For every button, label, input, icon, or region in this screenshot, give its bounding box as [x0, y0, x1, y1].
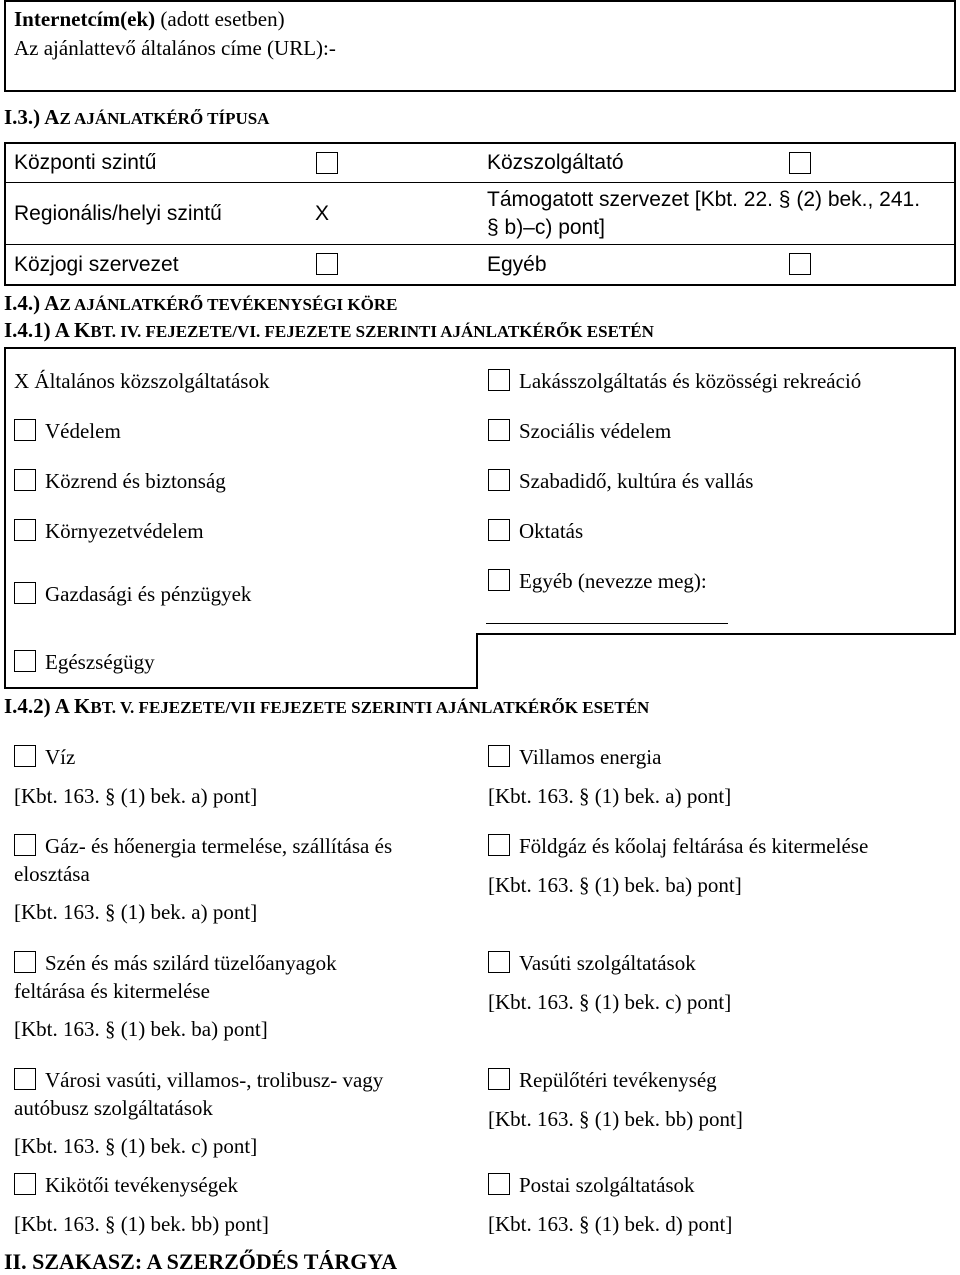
internet-address-label: [14, 7, 285, 32]
education-item[interactable]: [488, 519, 583, 544]
regional-level-label: Regionális/helyi szintű: [14, 202, 222, 225]
item-label: Víz: [45, 745, 76, 769]
item-label: Általános közszolgáltatások: [34, 369, 270, 393]
oil-gas-ref: [Kbt. 163. § (1) bek. ba) pont]: [488, 873, 742, 897]
checkbox[interactable]: [488, 569, 510, 591]
item-label: Kikötői tevékenységek: [45, 1173, 239, 1197]
checkbox[interactable]: [14, 1173, 36, 1195]
item-label: X: [14, 369, 30, 393]
postal-item[interactable]: [488, 1173, 695, 1198]
checkbox[interactable]: [488, 951, 510, 973]
item-label: Postai szolgáltatások: [519, 1173, 695, 1197]
economic-financial-item[interactable]: [14, 582, 251, 607]
coal-ref: [Kbt. 163. § (1) bek. ba) pont]: [14, 1017, 268, 1041]
checkbox[interactable]: [488, 369, 510, 391]
railway-item[interactable]: [488, 951, 696, 976]
section-i4-heading: [4, 291, 397, 316]
airport-item[interactable]: [488, 1068, 717, 1093]
oil-gas-item[interactable]: [488, 834, 868, 859]
checkbox[interactable]: [14, 745, 36, 767]
water-ref: [Kbt. 163. § (1) bek. a) pont]: [14, 784, 258, 808]
checkbox[interactable]: [488, 419, 510, 441]
checkbox[interactable]: [488, 519, 510, 541]
section-i41-heading: [4, 318, 654, 343]
item-label: Villamos energia: [519, 745, 662, 769]
postal-ref: [Kbt. 163. § (1) bek. d) pont]: [488, 1212, 733, 1236]
public-law-org-checkbox[interactable]: [316, 253, 338, 275]
port-item[interactable]: [14, 1173, 238, 1198]
section-i42-heading: [4, 694, 649, 719]
item-label: Egyéb (nevezze meg):: [519, 569, 707, 593]
item-label: I.4.1) A K: [4, 318, 91, 342]
section-ii-heading: II. SZAKASZ: A SZERZŐDÉS TÁRGYA: [4, 1249, 398, 1274]
item-label: Földgáz és kőolaj feltárása és kitermelése: [519, 834, 869, 858]
item-label: Repülőtéri tevékenység: [519, 1068, 717, 1092]
general-public-services-item[interactable]: [14, 369, 269, 394]
airport-ref: [Kbt. 163. § (1) bek. bb) pont]: [488, 1107, 743, 1131]
supported-org-label-1: Támogatott szervezet [Kbt. 22. § (2) bek., 241.: [487, 188, 921, 211]
checkbox[interactable]: [488, 745, 510, 767]
checkbox[interactable]: [14, 834, 36, 856]
gas-heat-item-line2: elosztása: [14, 862, 90, 886]
item-label: Z AJÁNLATKÉRŐ TEVÉKENYSÉGI KÖRE: [59, 295, 398, 314]
item-label: Szén és más szilárd tüzelőanyagok: [45, 951, 337, 975]
coal-item-line2: feltárása és kitermelése: [14, 979, 210, 1003]
item-label: (adott esetben): [155, 7, 285, 31]
checkbox[interactable]: [488, 1068, 510, 1090]
public-service-label: Közszolgáltató: [487, 151, 624, 174]
item-label: Internetcím(ek): [14, 7, 156, 31]
coal-item[interactable]: [14, 951, 337, 976]
table-divider: [4, 244, 956, 245]
electricity-item[interactable]: [488, 745, 661, 770]
central-level-label: Központi szintű: [14, 151, 157, 174]
public-law-org-label: Közjogi szervezet: [14, 253, 179, 276]
central-level-checkbox[interactable]: [316, 152, 338, 174]
item-label: Z AJÁNLATKÉRŐ TÍPUSA: [59, 109, 270, 128]
health-item[interactable]: [14, 650, 155, 675]
item-label: I.4.2) A K: [4, 694, 91, 718]
item-label: BT. IV. FEJEZETE/VI. FEJEZETE SZERINTI AJÁNLATKÉRŐK ESETÉN: [90, 322, 654, 341]
checkbox[interactable]: [14, 519, 36, 541]
checkbox[interactable]: [488, 1173, 510, 1195]
item-label: Lakásszolgáltatás és közösségi rekreáció: [519, 369, 862, 393]
supported-org-label-2: § b)–c) pont]: [487, 216, 605, 239]
public-service-checkbox[interactable]: [789, 152, 811, 174]
other-type-checkbox[interactable]: [789, 253, 811, 275]
recreation-culture-item[interactable]: [488, 469, 753, 494]
urban-transport-item-line2: autóbusz szolgáltatások: [14, 1096, 213, 1120]
water-item[interactable]: [14, 745, 75, 770]
item-label: Szabadidő, kultúra és vallás: [519, 469, 754, 493]
item-label: I.4.) A: [4, 291, 60, 315]
gas-heat-ref: [Kbt. 163. § (1) bek. a) pont]: [14, 900, 258, 924]
other-activity-input-line[interactable]: [486, 623, 728, 624]
urban-transport-ref: [Kbt. 163. § (1) bek. c) pont]: [14, 1134, 258, 1158]
item-label: Oktatás: [519, 519, 584, 543]
checkbox[interactable]: [488, 469, 510, 491]
item-label: BT. V. FEJEZETE/VII FEJEZETE SZERINTI AJÁNLATKÉRŐK ESETÉN: [90, 698, 650, 717]
item-label: I.3.) A: [4, 105, 60, 129]
table-divider: [4, 182, 956, 183]
checkbox[interactable]: [14, 419, 36, 441]
environment-item[interactable]: [14, 519, 204, 544]
checkbox[interactable]: [14, 582, 36, 604]
item-label: Szociális védelem: [519, 419, 672, 443]
urban-transport-item[interactable]: [14, 1068, 383, 1093]
checkbox[interactable]: [488, 834, 510, 856]
item-label: Városi vasúti, villamos-, trolibusz- vagy: [45, 1068, 384, 1092]
item-label: Környezetvédelem: [45, 519, 204, 543]
item-label: Gáz- és hőenergia termelése, szállítása és: [45, 834, 393, 858]
checkbox[interactable]: [14, 1068, 36, 1090]
checkbox[interactable]: [14, 951, 36, 973]
section-i3-heading: [4, 105, 269, 130]
electricity-ref: [Kbt. 163. § (1) bek. a) pont]: [488, 784, 732, 808]
public-order-item[interactable]: [14, 469, 226, 494]
item-label: Vasúti szolgáltatások: [519, 951, 696, 975]
item-label: Gazdasági és pénzügyek: [45, 582, 252, 606]
housing-item[interactable]: [488, 369, 861, 394]
defence-item[interactable]: [14, 419, 121, 444]
gas-heat-item[interactable]: [14, 834, 392, 859]
item-label: Védelem: [45, 419, 121, 443]
item-label: Közrend és biztonság: [45, 469, 226, 493]
checkbox[interactable]: [14, 469, 36, 491]
other-type-label: Egyéb: [487, 253, 547, 276]
social-protection-item[interactable]: [488, 419, 671, 444]
railway-ref: [Kbt. 163. § (1) bek. c) pont]: [488, 990, 732, 1014]
port-ref: [Kbt. 163. § (1) bek. bb) pont]: [14, 1212, 269, 1236]
other-activity-item[interactable]: [488, 569, 707, 594]
checkbox[interactable]: [14, 650, 36, 672]
url-label: Az ajánlattevő általános címe (URL):-: [14, 36, 336, 60]
item-label: Egészségügy: [45, 650, 155, 674]
regional-level-mark[interactable]: X: [315, 202, 330, 225]
